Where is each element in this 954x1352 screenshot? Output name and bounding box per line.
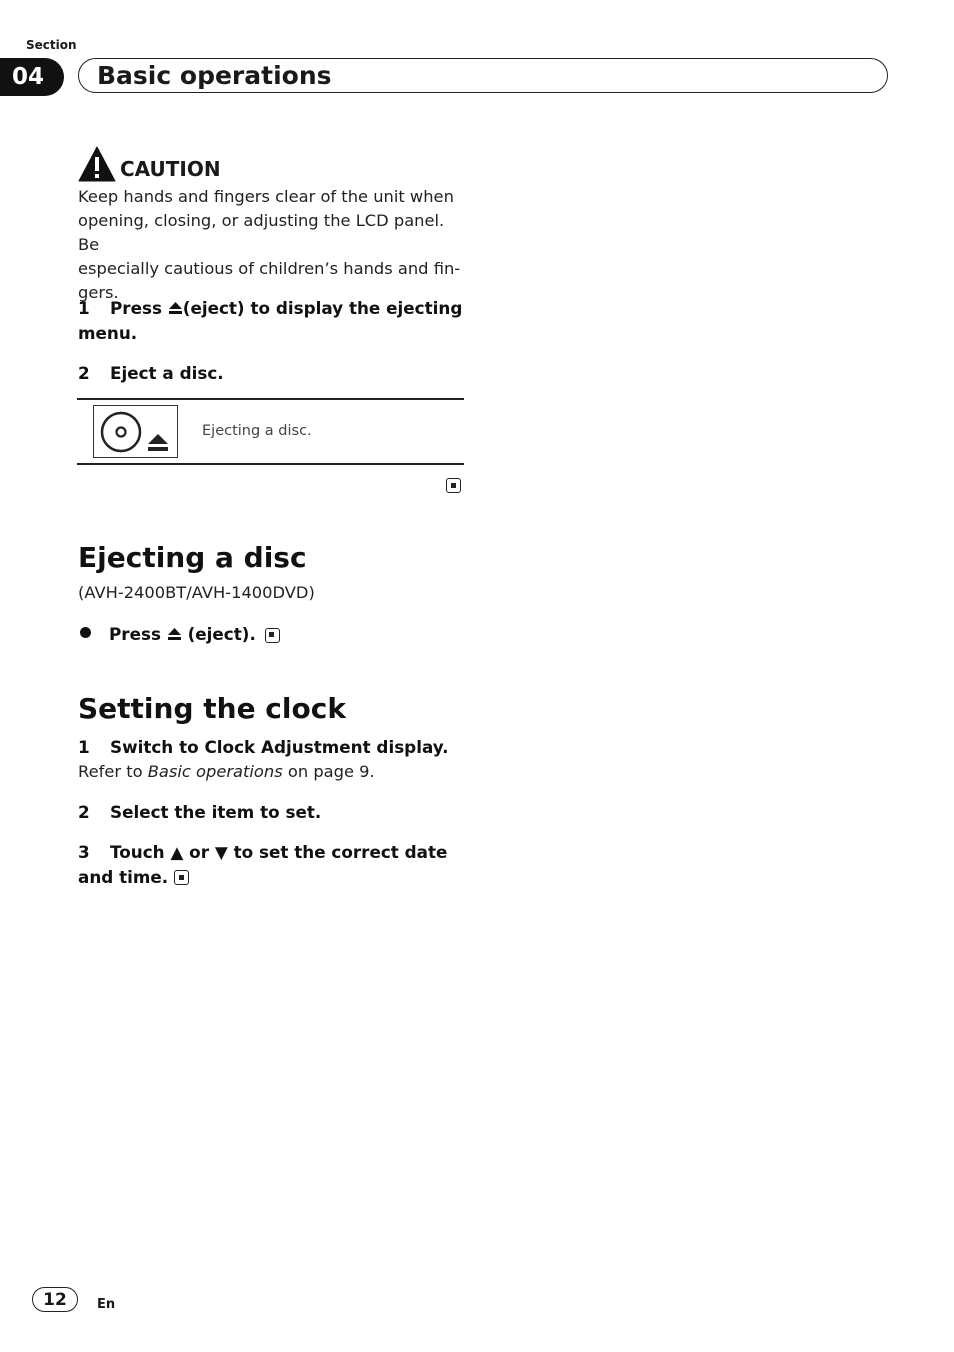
step-number: 3 — [78, 842, 90, 862]
section-number: 04 — [0, 58, 64, 96]
step-text: Touch — [110, 842, 171, 862]
model-list: (AVH-2400BT/AVH-1400DVD) — [78, 583, 315, 602]
step-select-item — [78, 800, 321, 825]
figure-top-rule — [77, 398, 464, 400]
disc-icon — [97, 407, 145, 455]
step-text: Select the item to set. — [110, 802, 322, 822]
step-switch-clock — [78, 735, 449, 760]
end-mark-icon — [446, 478, 461, 493]
up-arrow-icon: ▲ — [170, 842, 184, 862]
caution-line: Keep hands and fingers clear of the unit when — [78, 187, 454, 206]
figure-caption: Ejecting a disc. — [202, 423, 312, 439]
end-mark-icon — [265, 628, 280, 643]
section-label: Section — [26, 38, 77, 52]
caution-line: opening, closing, or adjusting the LCD panel. Be — [78, 211, 445, 254]
caution-line: especially cautious of children’s hands and fin- — [78, 259, 461, 278]
step-text: or — [183, 842, 215, 862]
eject-icon — [168, 301, 183, 315]
warning-icon — [78, 146, 116, 182]
refer-text — [78, 760, 375, 784]
language-code: En — [97, 1297, 116, 1312]
eject-button-illustration — [93, 405, 178, 458]
figure-bottom-rule — [77, 463, 464, 465]
step-text: Press — [110, 298, 168, 318]
step-eject-disc — [78, 361, 224, 386]
step-number: 2 — [78, 363, 90, 383]
down-arrow-icon: ▼ — [214, 842, 228, 862]
eject-icon — [167, 627, 182, 641]
step-touch-arrows — [78, 840, 478, 889]
step-text: menu. — [78, 322, 138, 343]
step-text: Switch to Clock Adjustment display. — [110, 737, 449, 757]
section-title: Basic operations — [97, 61, 332, 90]
heading-setting-clock: Setting the clock — [78, 692, 346, 725]
eject-icon — [146, 432, 170, 454]
step-number: 2 — [78, 802, 90, 822]
bullet-press-eject — [109, 622, 280, 647]
step-text: Press — [109, 624, 167, 644]
refer-link-text: Basic operations — [147, 762, 283, 781]
end-mark-icon — [174, 870, 189, 885]
step-text: (eject). — [181, 624, 256, 644]
caution-text — [78, 185, 470, 305]
refer-prefix: Refer to — [78, 762, 148, 781]
caution-line: gers. — [78, 283, 119, 302]
refer-suffix: on page 9. — [282, 762, 375, 781]
step-text: to set the correct date — [227, 842, 448, 862]
caution-title: CAUTION — [120, 157, 221, 181]
heading-ejecting-disc: Ejecting a disc — [78, 541, 307, 574]
step-number: 1 — [78, 737, 90, 757]
step-number: 1 — [78, 298, 90, 318]
bullet-icon — [80, 627, 91, 638]
step-text: Eject a disc. — [110, 363, 224, 383]
step-text: (eject) to display the ejecting — [182, 298, 463, 318]
step-press-eject — [78, 296, 478, 345]
page-number: 12 — [32, 1287, 78, 1312]
step-text: and time. — [78, 866, 169, 887]
